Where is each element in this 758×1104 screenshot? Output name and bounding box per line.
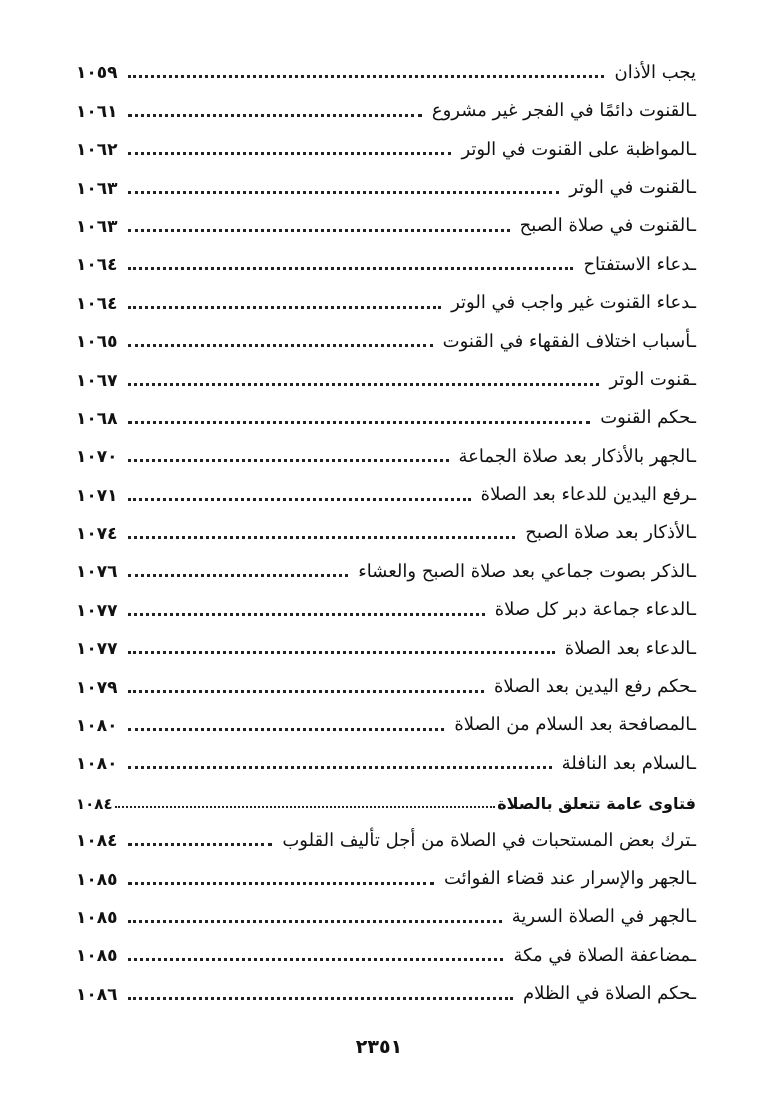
entry-page-number: ١٠٧٤ bbox=[76, 524, 118, 545]
toc-entry bbox=[76, 550, 696, 588]
entry-page-number: ١٠٧٠ bbox=[76, 447, 118, 468]
entry-title: ـدعاء الاستفتاح bbox=[583, 253, 696, 275]
entry-title: ـالمصافحة بعد السلام من الصلاة bbox=[454, 714, 696, 736]
entry-title: ـأسباب اختلاف الفقهاء في القنوت bbox=[442, 330, 696, 352]
entry-page-number: ١٠٨٠ bbox=[76, 716, 118, 737]
dot-leader bbox=[128, 613, 485, 616]
entry-title: ـترك بعض المستحبات في الصلاة من أجل تأليف القلوب bbox=[282, 829, 696, 851]
entry-title: ـالأذكار بعد صلاة الصبح bbox=[525, 522, 696, 544]
dot-leader bbox=[128, 766, 552, 769]
page-folio-number: ٢٣٥١ bbox=[355, 1036, 403, 1058]
toc-entry bbox=[76, 627, 696, 665]
toc-entry bbox=[76, 320, 696, 358]
toc-entry bbox=[76, 281, 696, 319]
entry-title: يجب الأذان bbox=[614, 61, 696, 83]
entry-page-number: ١٠٨٥ bbox=[76, 869, 118, 890]
toc-entry bbox=[76, 972, 696, 1010]
entry-page-number: ١٠٦٣ bbox=[76, 178, 118, 199]
entry-page-number: ١٠٧٦ bbox=[76, 562, 118, 583]
entry-page-number: ١٠٦٢ bbox=[76, 140, 118, 161]
entry-page-number: ١٠٦١ bbox=[76, 101, 118, 122]
toc-entry bbox=[76, 588, 696, 626]
toc-entry bbox=[76, 819, 696, 857]
entry-title: ـحكم رفع اليدين بعد الصلاة bbox=[493, 676, 696, 698]
dot-leader bbox=[128, 306, 442, 309]
dot-leader bbox=[128, 344, 433, 347]
dot-leader bbox=[128, 997, 513, 1000]
dot-leader bbox=[128, 421, 591, 424]
section-page-number: ١٠٨٤ bbox=[76, 794, 113, 813]
dot-leader bbox=[128, 75, 605, 78]
dot-leader bbox=[128, 536, 516, 539]
entry-page-number: ١٠٧١ bbox=[76, 485, 118, 506]
entry-page-number: ١٠٨٤ bbox=[76, 831, 118, 852]
dot-leader bbox=[128, 728, 445, 731]
section-title: فتاوى عامة تتعلق بالصلاة bbox=[497, 793, 696, 813]
table-of-contents bbox=[76, 51, 696, 1011]
entry-page-number: ١٠٦٧ bbox=[76, 370, 118, 391]
dot-leader bbox=[128, 690, 484, 693]
entry-title: ـالقنوت في الوتر bbox=[569, 176, 696, 198]
dot-leader bbox=[128, 882, 434, 885]
dot-leader bbox=[128, 574, 349, 577]
entry-page-number: ١٠٨٥ bbox=[76, 907, 118, 928]
toc-entry bbox=[76, 934, 696, 972]
toc-entry bbox=[76, 473, 696, 511]
entry-title: ـحكم الصلاة في الظلام bbox=[523, 983, 696, 1005]
entry-title: ـالقنوت في صلاة الصبح bbox=[519, 215, 696, 237]
dot-leader bbox=[115, 806, 496, 808]
toc-entry bbox=[76, 742, 696, 780]
toc-entry bbox=[76, 205, 696, 243]
entry-page-number: ١٠٨٠ bbox=[76, 754, 118, 775]
toc-entry bbox=[76, 358, 696, 396]
entry-title: ـالجهر بالأذكار بعد صلاة الجماعة bbox=[458, 445, 696, 467]
toc-entry bbox=[76, 665, 696, 703]
entry-title: ـالذكر بصوت جماعي بعد صلاة الصبح والعشاء bbox=[358, 560, 696, 582]
entry-page-number: ١٠٦٤ bbox=[76, 293, 118, 314]
toc-entry bbox=[76, 166, 696, 204]
dot-leader bbox=[128, 920, 502, 923]
entry-title: ـالجهر والإسرار عند قضاء الفوائت bbox=[444, 868, 696, 889]
entry-page-number: ١٠٨٥ bbox=[76, 946, 118, 967]
toc-entry bbox=[76, 243, 696, 281]
entry-title: ـالدعاء جماعة دبر كل صلاة bbox=[494, 599, 696, 621]
dot-leader bbox=[128, 114, 422, 117]
entry-title: ـدعاء القنوت غير واجب في الوتر bbox=[451, 292, 696, 314]
toc-entry bbox=[76, 435, 696, 473]
toc-entry bbox=[76, 397, 696, 435]
entry-page-number: ١٠٨٦ bbox=[76, 984, 118, 1005]
entry-page-number: ١٠٦٤ bbox=[76, 255, 118, 276]
entry-page-number: ١٠٦٨ bbox=[76, 408, 118, 429]
entry-title: ـمضاعفة الصلاة في مكة bbox=[513, 944, 696, 966]
toc-section-heading bbox=[76, 780, 696, 818]
entry-page-number: ١٠٦٣ bbox=[76, 216, 118, 237]
dot-leader bbox=[128, 843, 273, 846]
entry-page-number: ١٠٧٩ bbox=[76, 677, 118, 698]
toc-entry bbox=[76, 51, 696, 89]
dot-leader bbox=[128, 459, 449, 462]
dot-leader bbox=[128, 383, 600, 386]
entry-title: ـحكم القنوت bbox=[600, 407, 696, 429]
entry-title: ـالقنوت دائمًا في الفجر غير مشروع bbox=[431, 100, 696, 122]
toc-entry bbox=[76, 128, 696, 166]
dot-leader bbox=[128, 152, 452, 155]
toc-entry bbox=[76, 896, 696, 934]
dot-leader bbox=[128, 229, 510, 232]
entry-title: ـالجهر في الصلاة السرية bbox=[511, 906, 696, 928]
entry-page-number: ١٠٦٥ bbox=[76, 332, 118, 353]
dot-leader bbox=[128, 651, 555, 654]
entry-title: ـالدعاء بعد الصلاة bbox=[564, 637, 696, 659]
entry-title: ـالمواظبة على القنوت في الوتر bbox=[461, 138, 696, 160]
dot-leader bbox=[128, 267, 574, 270]
toc-entry bbox=[76, 857, 696, 895]
dot-leader bbox=[128, 498, 471, 501]
entry-title: ـرفع اليدين للدعاء بعد الصلاة bbox=[480, 484, 696, 506]
toc-entry bbox=[76, 704, 696, 742]
entry-title: ـالسلام بعد النافلة bbox=[561, 752, 696, 774]
dot-leader bbox=[128, 958, 504, 961]
entry-page-number: ١٠٧٧ bbox=[76, 600, 118, 621]
toc-entry bbox=[76, 512, 696, 550]
entry-page-number: ١٠٧٧ bbox=[76, 639, 118, 660]
dot-leader bbox=[128, 191, 560, 194]
toc-entry bbox=[76, 89, 696, 127]
entry-title: ـقنوت الوتر bbox=[609, 368, 696, 390]
entry-page-number: ١٠٥٩ bbox=[76, 63, 118, 84]
